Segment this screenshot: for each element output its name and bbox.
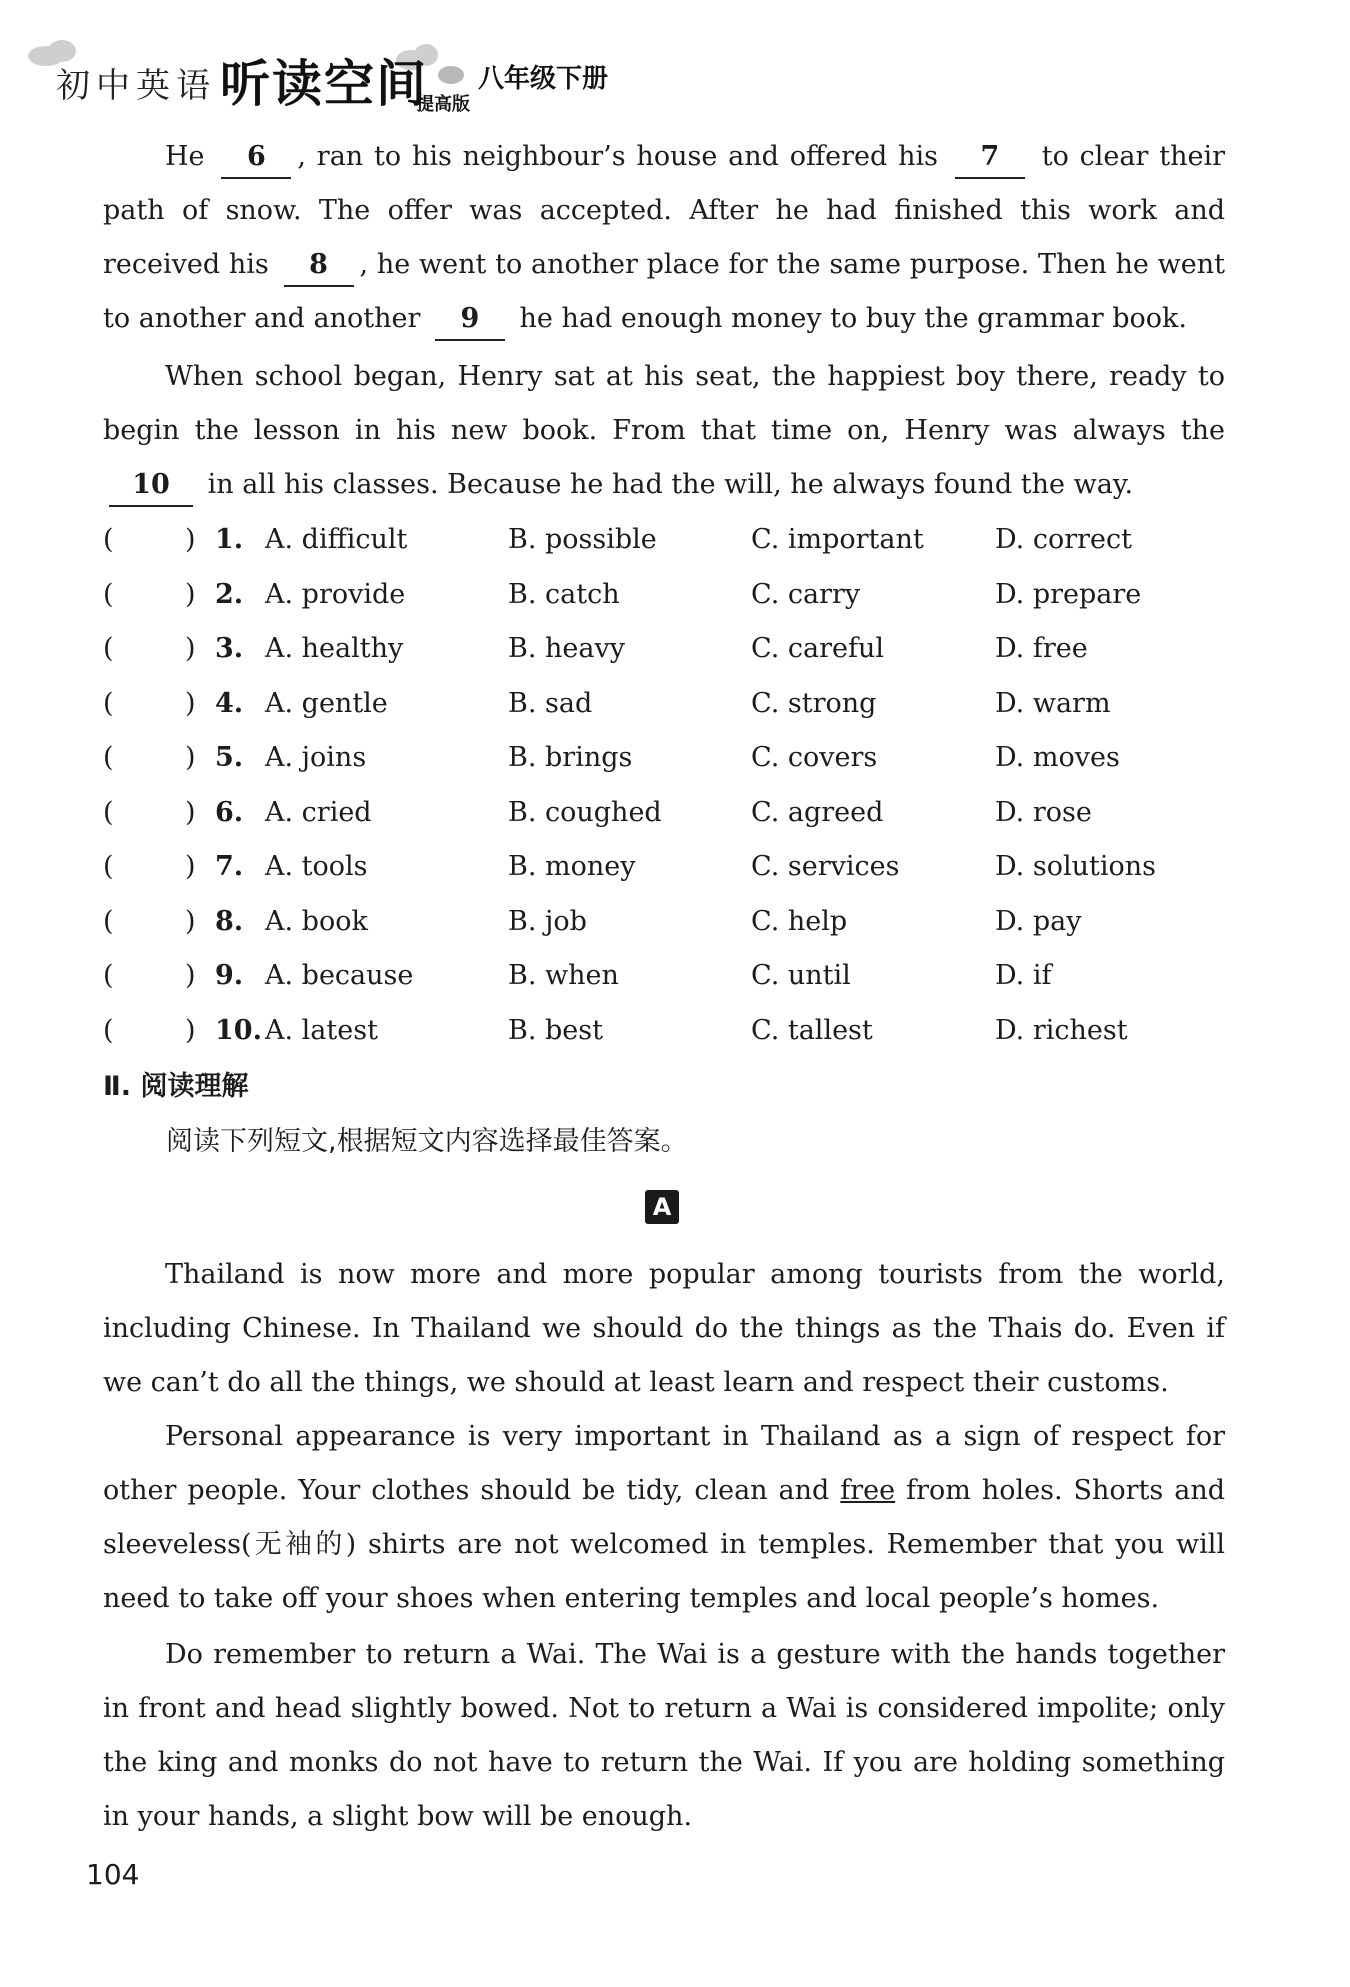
text-run: Thailand is now more and more popular among tourists from the world, including Chinese. In Thailand we should do the things as the Thais do. Even if we can’t do all the things, we should at least learn and respect their customs.	[103, 1259, 1225, 1398]
question-row	[103, 513, 1225, 567]
option-a: A. difficult	[265, 524, 408, 555]
cloze-blank: 10	[109, 465, 193, 507]
question-number: 7.	[215, 851, 244, 882]
option-a: A. provide	[265, 578, 406, 610]
answer-paren-left[interactable]: (	[103, 796, 114, 828]
question-row	[103, 1004, 1225, 1058]
underlined-word: free	[840, 1475, 896, 1506]
option-a: A. latest	[265, 1014, 378, 1046]
answer-paren-right[interactable]: )	[185, 1014, 196, 1046]
question-number: 3.	[215, 633, 244, 664]
option-c: C. agreed	[751, 796, 884, 828]
book-header	[28, 36, 1308, 126]
text-run: Personal appearance is very important in Thailand as a sign of respect for other people. Your clothes should be tidy, clean and	[103, 1421, 1225, 1506]
section-title: Ⅱ. 阅读理解	[103, 1071, 249, 1102]
section-instruction: 阅读下列短文,根据短文内容选择最佳答案。	[166, 1126, 688, 1157]
text-run: he had enough money to buy the grammar book.	[519, 303, 1187, 334]
question-row	[103, 840, 1225, 894]
option-d: D. if	[995, 960, 1052, 991]
question-row	[103, 949, 1225, 1003]
option-c: C. until	[751, 960, 851, 991]
cloze-blank: 9	[435, 299, 505, 341]
passage-a-paragraph-3	[103, 1628, 1225, 1844]
question-number: 2.	[215, 578, 244, 610]
answer-paren-left[interactable]: (	[103, 905, 114, 937]
answer-paren-left[interactable]: (	[103, 960, 114, 991]
option-a: A. healthy	[265, 633, 404, 664]
option-c: C. important	[751, 524, 924, 555]
option-b: B. heavy	[508, 633, 625, 664]
question-row	[103, 895, 1225, 949]
option-b: B. brings	[508, 742, 633, 773]
option-a: A. tools	[265, 851, 368, 882]
cloze-blank: 6	[221, 137, 291, 179]
option-d: D. prepare	[995, 578, 1142, 610]
option-a: A. gentle	[265, 687, 388, 719]
answer-paren-right[interactable]: )	[185, 687, 196, 719]
answer-paren-right[interactable]: )	[185, 633, 196, 664]
header-edition: 提高版	[416, 94, 470, 115]
option-d: D. pay	[995, 905, 1082, 937]
option-c: C. services	[751, 851, 900, 882]
option-b: B. money	[508, 851, 636, 882]
text-run: , ran to his neighbour’s house and offered his	[297, 141, 939, 172]
question-number: 6.	[215, 796, 244, 828]
answer-paren-left[interactable]: (	[103, 633, 114, 664]
header-subject: 初中英语	[56, 66, 216, 106]
answer-paren-right[interactable]: )	[185, 796, 196, 828]
answer-paren-left[interactable]: (	[103, 524, 114, 555]
question-row	[103, 731, 1225, 785]
answer-paren-left[interactable]: (	[103, 851, 114, 882]
option-d: D. warm	[995, 687, 1111, 719]
text-run: When school began, Henry sat at his seat, the happiest boy there, ready to begin the lesson in his new book. From that time on, Henry was always the	[103, 361, 1225, 446]
option-b: B. job	[508, 905, 587, 937]
option-a: A. book	[265, 905, 368, 937]
option-c: C. strong	[751, 687, 877, 719]
text-run: Do remember to return a Wai. The Wai is a gesture with the hands together in front and head slightly bowed. Not to return a Wai is considered impolite; only the king and monks do not have to return the Wai. If you are holding something in your hands, a slight bow will be enough.	[103, 1639, 1225, 1832]
option-c: C. careful	[751, 633, 884, 664]
header-brand: 听读空间	[220, 55, 428, 113]
passage-badge: A	[645, 1190, 679, 1224]
option-d: D. free	[995, 633, 1088, 664]
cloze-paragraph-1	[103, 130, 1225, 346]
option-d: D. rose	[995, 796, 1092, 828]
text-run: to clear their path of snow. The offer was accepted. After he had finished this work and received his	[103, 141, 1225, 280]
option-d: D. moves	[995, 742, 1120, 773]
option-d: D. solutions	[995, 851, 1156, 882]
header-grade: 八年级下册	[478, 64, 609, 94]
answer-paren-right[interactable]: )	[185, 742, 196, 773]
answer-paren-right[interactable]: )	[185, 960, 196, 991]
answer-paren-right[interactable]: )	[185, 524, 196, 555]
passage-a-paragraph-1	[103, 1248, 1225, 1410]
question-number: 9.	[215, 960, 244, 991]
option-d: D. richest	[995, 1014, 1128, 1046]
answer-paren-left[interactable]: (	[103, 742, 114, 773]
option-d: D. correct	[995, 524, 1132, 555]
text-run: from holes. Shorts and sleeveless(无袖的) shirts are not welcomed in temples. Remember that you will need to take off your shoes when entering temples and local people’s homes.	[103, 1475, 1225, 1614]
text-run: in all his classes. Because he had the will, he always found the way.	[207, 469, 1134, 500]
question-row	[103, 677, 1225, 731]
question-number: 8.	[215, 905, 244, 937]
question-row	[103, 786, 1225, 840]
answer-paren-right[interactable]: )	[185, 851, 196, 882]
text-run: He	[165, 141, 205, 172]
option-a: A. because	[265, 960, 414, 991]
option-a: A. joins	[265, 742, 367, 773]
question-number: 1.	[215, 524, 244, 555]
option-b: B. possible	[508, 524, 657, 555]
option-b: B. best	[508, 1014, 603, 1046]
option-c: C. covers	[751, 742, 878, 773]
answer-paren-right[interactable]: )	[185, 905, 196, 937]
text-run: , he went to another place for the same purpose. Then he went to another and another	[103, 249, 1225, 334]
cloze-blank: 7	[955, 137, 1025, 179]
option-c: C. carry	[751, 578, 861, 610]
answer-paren-right[interactable]: )	[185, 578, 196, 610]
question-row	[103, 568, 1225, 622]
cloud-decoration-icon	[438, 66, 464, 84]
page-number: 104	[86, 1858, 140, 1891]
option-c: C. tallest	[751, 1014, 873, 1046]
option-c: C. help	[751, 905, 848, 937]
answer-paren-left[interactable]: (	[103, 1014, 114, 1046]
question-number: 10.	[215, 1014, 262, 1046]
cloze-blank: 8	[284, 245, 354, 287]
question-number: 4.	[215, 687, 244, 719]
option-b: B. catch	[508, 578, 620, 610]
passage-a-paragraph-2	[103, 1410, 1225, 1626]
question-row	[103, 622, 1225, 676]
question-number: 5.	[215, 742, 244, 773]
answer-paren-left[interactable]: (	[103, 578, 114, 610]
option-b: B. when	[508, 960, 619, 991]
option-b: B. sad	[508, 687, 593, 719]
answer-paren-left[interactable]: (	[103, 687, 114, 719]
option-a: A. cried	[265, 796, 372, 828]
option-b: B. coughed	[508, 796, 662, 828]
cloze-paragraph-2	[103, 350, 1225, 512]
